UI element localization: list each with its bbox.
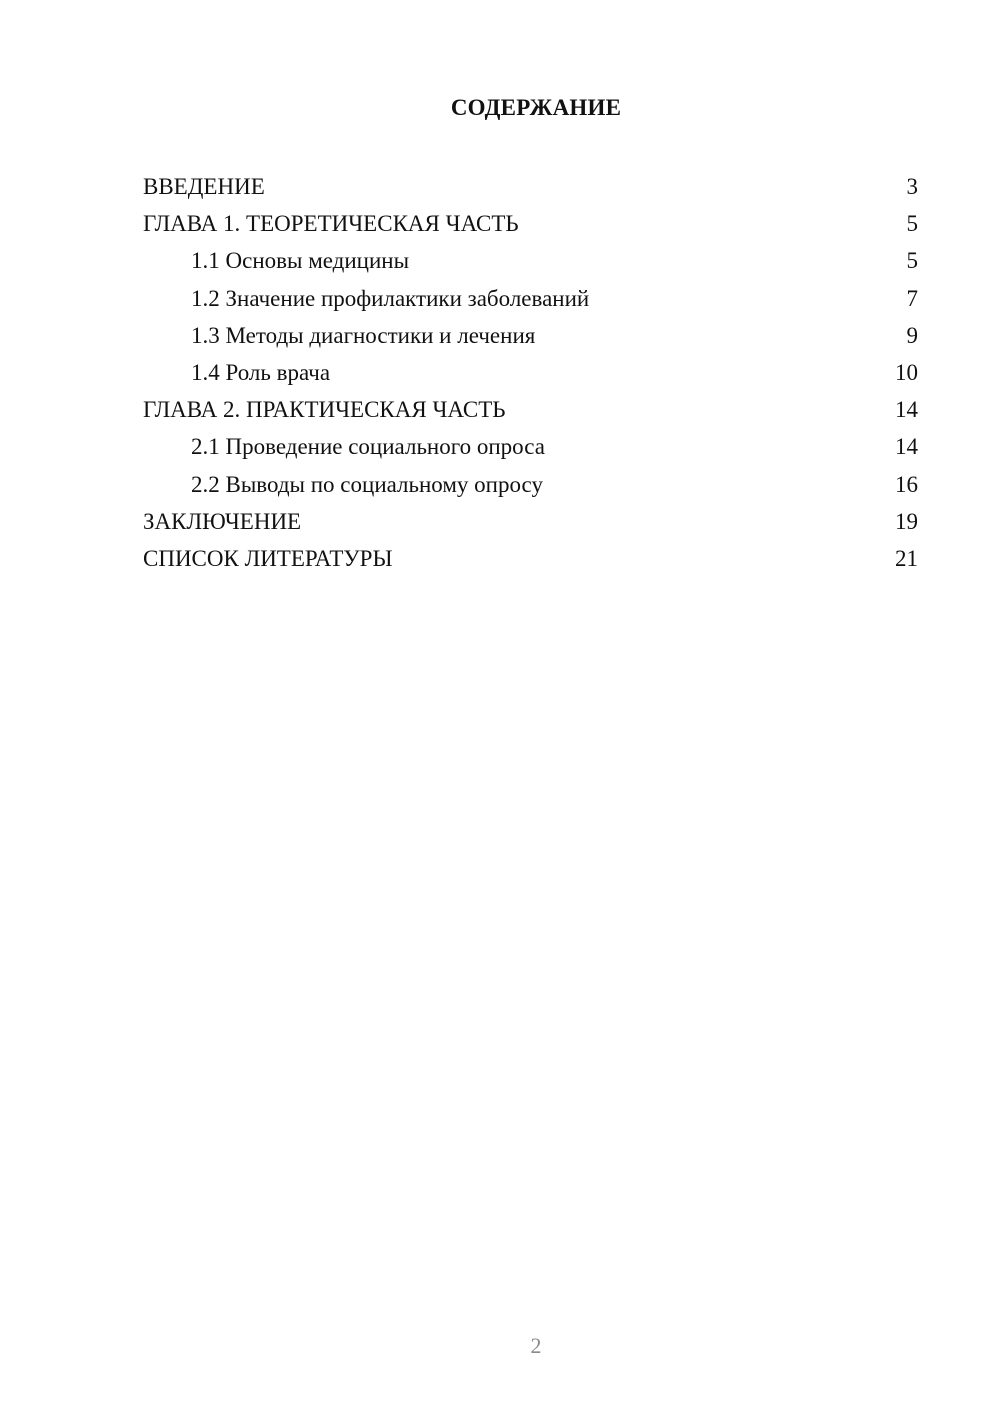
page-number: 2 [530, 1333, 542, 1358]
toc-subentry [143, 280, 918, 317]
toc-entry [143, 205, 918, 242]
toc-entry-page: 5 [906, 248, 918, 274]
toc-entry-label: 1.3 Методы диагностики и лечения [191, 322, 536, 348]
toc-subentry [143, 466, 918, 503]
toc-entry-label: ЗАКЛЮЧЕНИЕ [143, 508, 302, 534]
toc-entry-label: 1.1 Основы медицины [191, 248, 410, 274]
toc-entry-label: 2.1 Проведение социального опроса [191, 434, 545, 460]
toc-entry-page: 7 [906, 285, 918, 311]
toc-entry [143, 503, 918, 540]
toc-entry-page: 3 [906, 174, 918, 199]
table-of-contents [143, 168, 918, 577]
toc-entry-label: 1.2 Значение профилактики заболеваний [191, 285, 590, 311]
toc-entry-page: 14 [895, 434, 918, 460]
toc-entry-label: 1.4 Роль врача [191, 359, 331, 385]
toc-entry-page: 21 [895, 545, 918, 571]
toc-subentry [143, 242, 918, 279]
toc-entry-page: 5 [906, 211, 918, 237]
toc-entry-label: СПИСОК ЛИТЕРАТУРЫ [143, 545, 393, 571]
toc-entry [143, 168, 918, 205]
toc-entry-page: 16 [895, 471, 918, 497]
toc-entry-page: 14 [895, 397, 918, 423]
toc-subentry [143, 428, 918, 465]
toc-entry [143, 391, 918, 428]
toc-entry-page: 9 [906, 322, 918, 348]
toc-entry-label: ВВЕДЕНИЕ [143, 174, 265, 199]
page-title: СОДЕРЖАНИЕ [450, 95, 622, 120]
toc-subentry [143, 317, 918, 354]
toc-entry-label: 2.2 Выводы по социальному опросу [191, 471, 543, 497]
toc-subentry [143, 354, 918, 391]
toc-entry-label: ГЛАВА 1. ТЕОРЕТИЧЕСКАЯ ЧАСТЬ [143, 211, 519, 237]
toc-entry-page: 10 [895, 359, 918, 385]
toc-entry [143, 540, 918, 577]
toc-entry-label: ГЛАВА 2. ПРАКТИЧЕСКАЯ ЧАСТЬ [143, 397, 506, 423]
toc-entry-page: 19 [895, 508, 918, 534]
